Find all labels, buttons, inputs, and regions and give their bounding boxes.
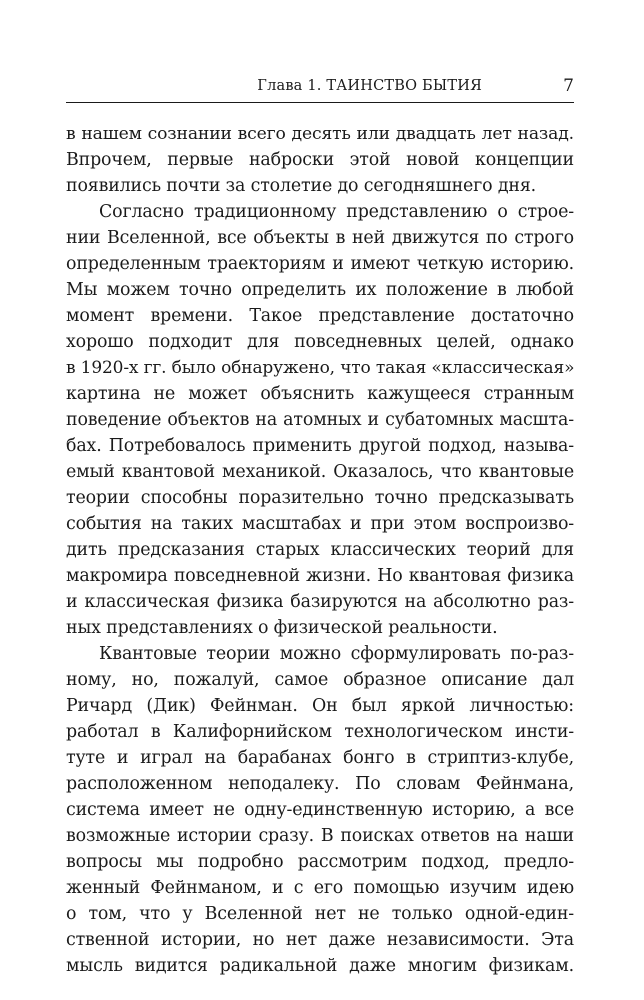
paragraph-3 [66,641,574,979]
running-header [66,76,574,103]
text-line: теории способны поразительно точно предсказывать [66,488,574,508]
text-line: туте и играл на барабанах бонго в стриптиз-клубе, [66,748,574,768]
text-line: бах. Потребовалось применить другой подход, называ- [66,436,574,456]
text-line: Согласно традиционному представлению о строе- [99,202,574,222]
text-line: работал в Калифорнийском технологическом инсти- [66,722,574,742]
text-line: Впрочем, первые наброски этой новой концепции [66,150,574,170]
text-line: Мы можем точно определить их положение в любой [66,280,574,300]
text-line: мысль видится радикальной даже многим физикам. [66,956,574,976]
paragraph-2 [66,199,574,641]
text-line: нии Вселенной, все объекты в ней движутся по строго [66,228,574,248]
text-line: ных представлениях о физической реальности. [66,618,498,638]
text-line: поведение объектов на атомных и субатомных масшта- [66,410,574,430]
text-line: ному, но, пожалуй, самое образное описание дал [66,670,574,690]
text-line: события на таких масштабах и при этом воспроизво- [66,514,574,534]
text-line: в нашем сознании всего десять или двадцать лет назад. [66,124,574,144]
chapter-running-title: Глава 1. ТАИНСТВО БЫТИЯ [257,78,482,94]
text-line: в 1920-х гг. было обнаружено, что такая «классическая» [66,358,575,378]
paragraph-1 [66,121,574,199]
text-line: дить предсказания старых классических теорий для [66,540,574,560]
body-text [66,121,574,979]
text-line: расположенном неподалеку. По словам Фейнмана, [66,774,574,794]
text-line: женный Фейнманом, и с его помощью изучим идею [66,878,574,898]
text-line: ственной истории, но нет даже независимости. Эта [66,930,574,950]
text-line: появились почти за столетие до сегодняшнего дня. [66,176,537,196]
text-line: Квантовые теории можно сформулировать по-раз- [99,644,574,664]
book-page [66,0,574,1000]
text-line: момент времени. Такое представление достаточно [66,306,574,326]
text-line: Ричард (Дик) Фейнман. Он был яркой личностью: [66,696,574,716]
text-line: картина не может объяснить кажущееся странным [66,384,574,404]
text-line: емый квантовой механикой. Оказалось, что квантовые [66,462,574,482]
text-line: о том, что у Вселенной нет не только одной-един- [66,904,574,924]
text-line: хорошо подходит для повседневных целей, однако [66,332,574,352]
text-line: система имеет не одну-единственную историю, а все [66,800,574,820]
text-line: и классическая физика базируются на абсолютно раз- [66,592,574,612]
text-line: макромира повседневной жизни. Но квантовая физика [66,566,574,586]
page-number: 7 [563,76,574,96]
text-line: возможные истории сразу. В поисках ответов на наши [66,826,574,846]
text-line: определенным траекториям и имеют четкую историю. [66,254,574,274]
text-line: вопросы мы подробно рассмотрим подход, предло- [66,852,574,872]
